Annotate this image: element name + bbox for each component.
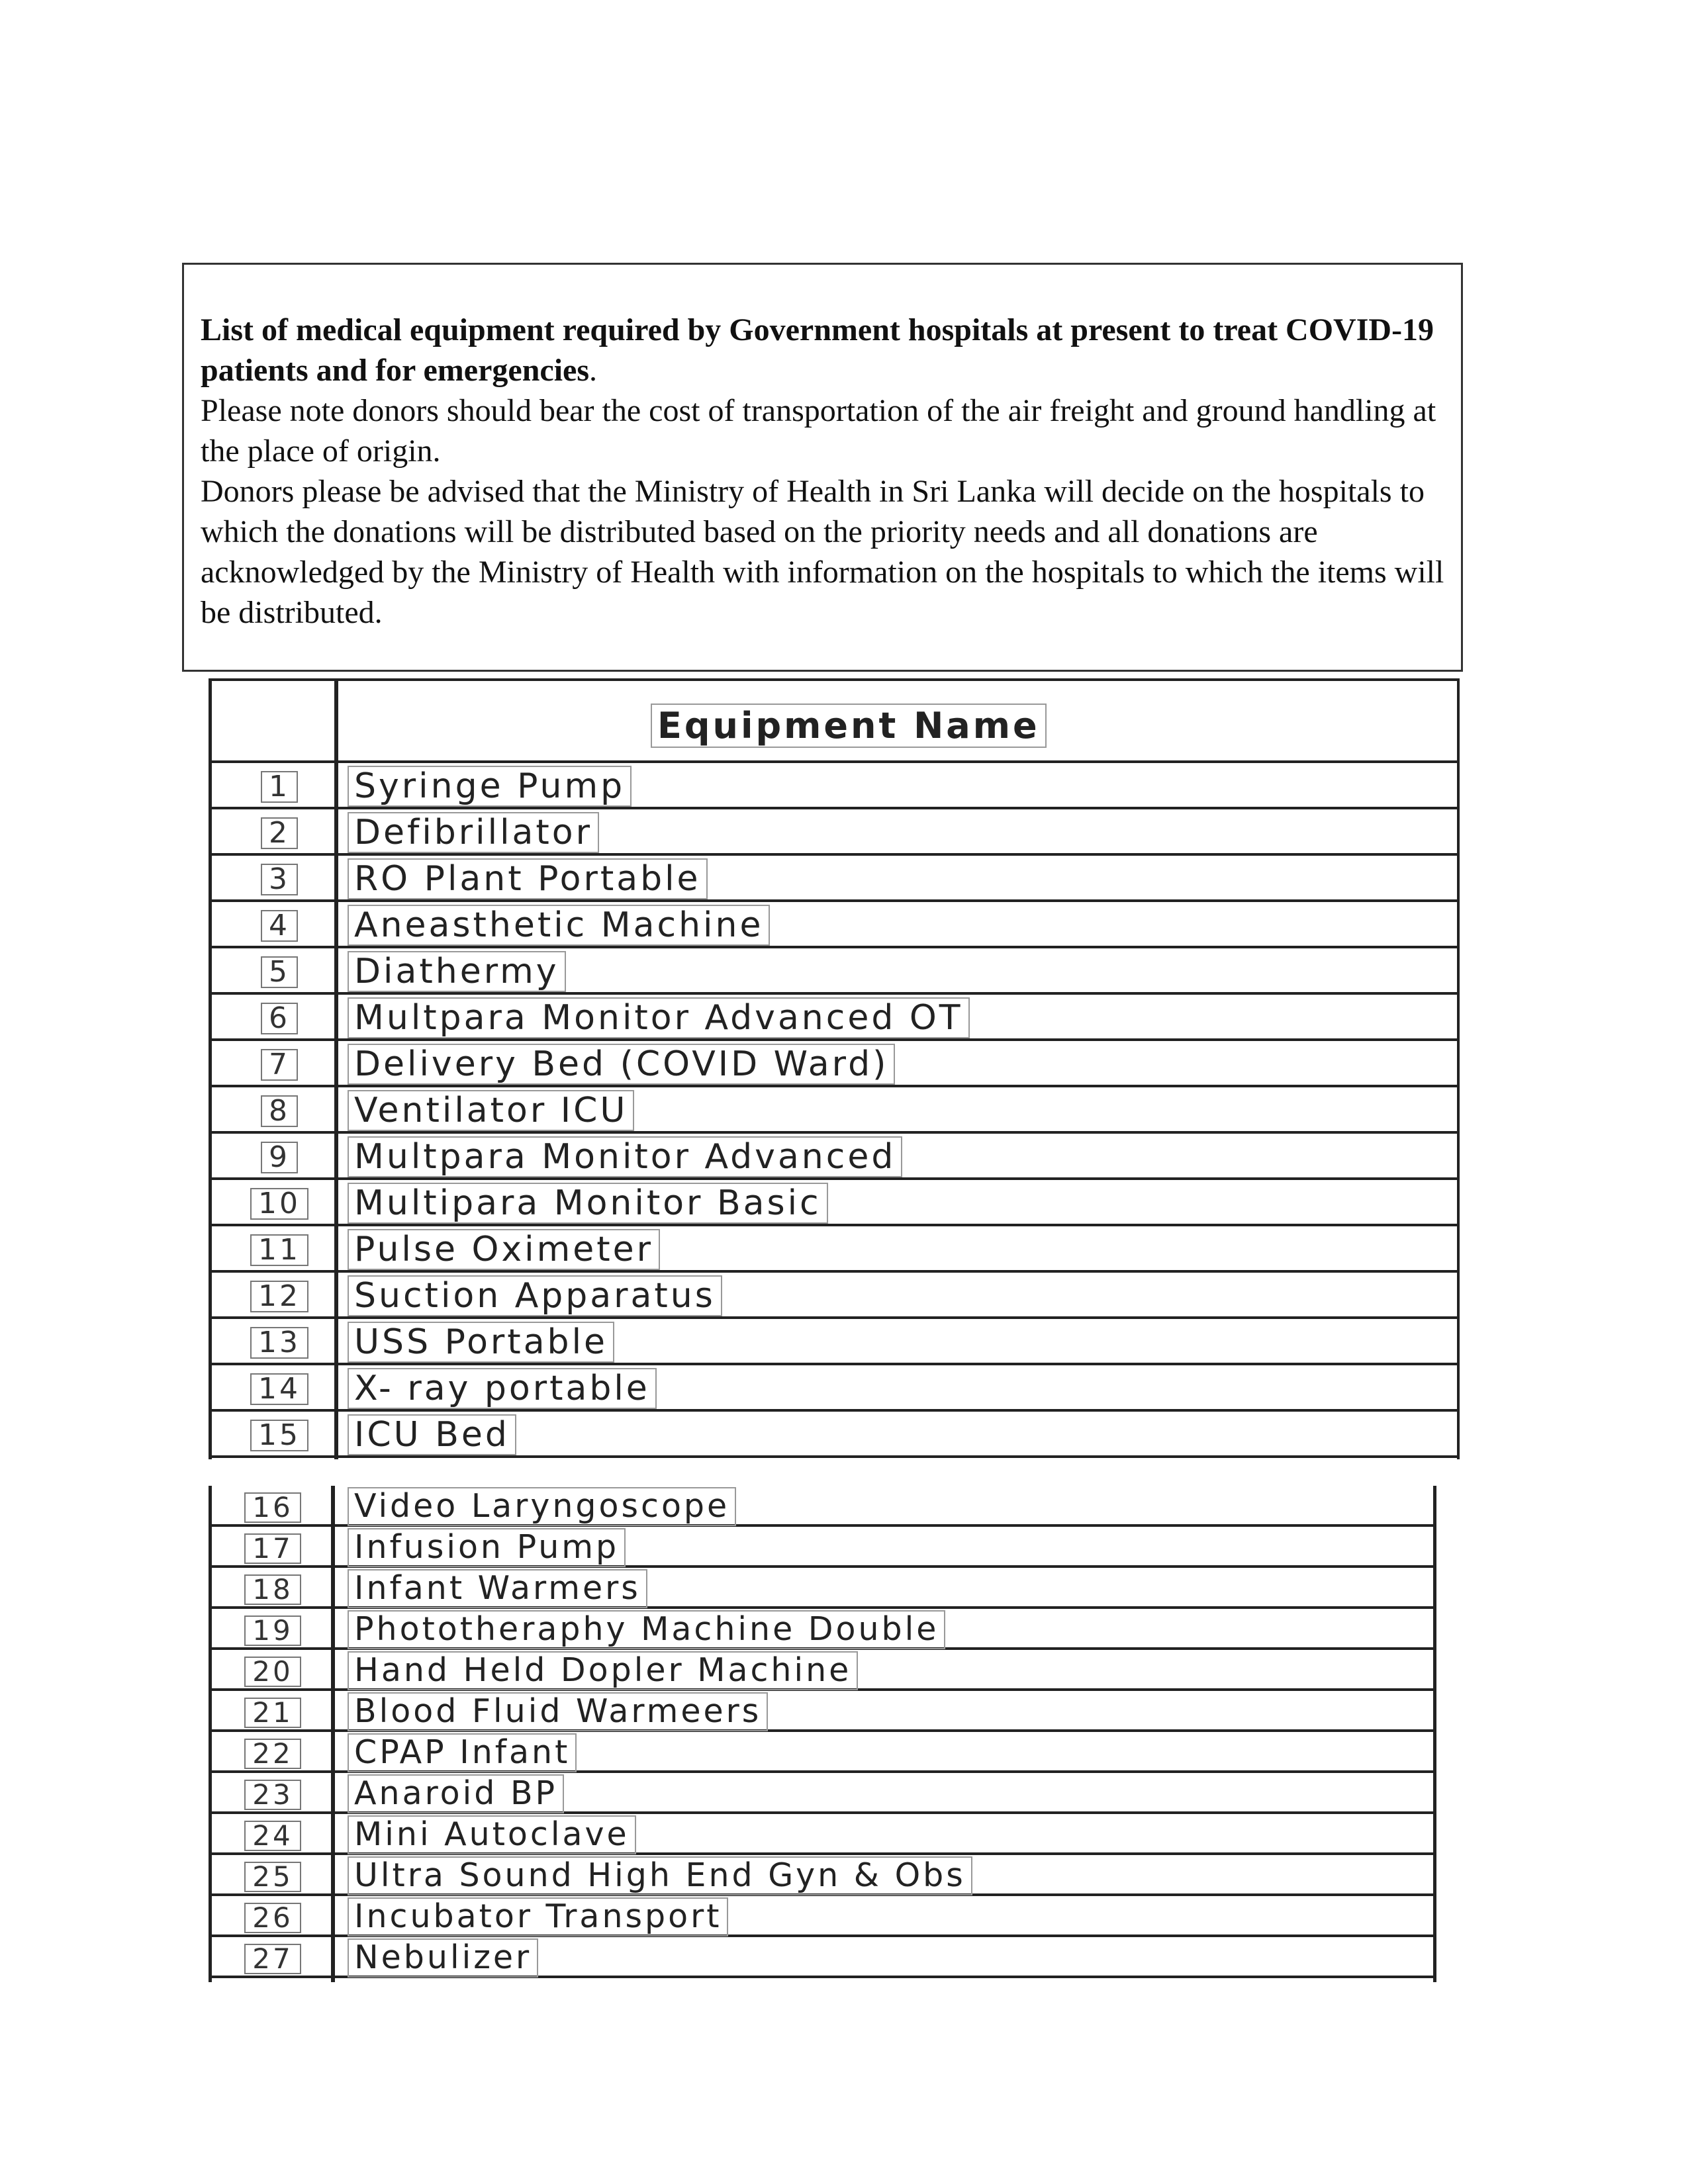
table-row: [209, 1568, 1436, 1609]
row-number-value: 5: [261, 956, 298, 988]
row-number: [250, 1187, 309, 1220]
row-number: [250, 955, 309, 989]
equipment-name: RO Plant Portable: [348, 858, 708, 899]
row-number: [250, 1140, 309, 1174]
equipment-table-part-1: [209, 678, 1460, 1459]
equipment-name: Phototheraphy Machine Double: [348, 1610, 945, 1649]
row-number: [250, 1279, 309, 1313]
row-number-value: 22: [244, 1739, 301, 1769]
notice-heading: List of medical equipment required by Government hospitals at present to treat COVID-19 patients and for emergencies: [201, 312, 1434, 388]
row-number: [250, 1094, 309, 1128]
table-right-border: [1457, 678, 1460, 1459]
notice-paragraph-2: Donors please be advised that the Ministry of Health in Sri Lanka will decide on the hospitals to which the donations will be distributed based on the priority needs and all donations are acknowledged by the Ministry of Health with information on the hospitals to which the items will be distributed.: [201, 474, 1444, 630]
row-number: [250, 1233, 309, 1267]
table-row: [209, 1486, 1436, 1527]
row-number: [250, 1001, 309, 1035]
row-number-value: 11: [250, 1234, 308, 1266]
table-left-border: [209, 1486, 212, 1982]
table-row: [209, 1691, 1436, 1732]
table-header-row: [209, 678, 1460, 763]
table-row: [209, 1412, 1460, 1458]
equipment-name: Diathermy: [348, 951, 566, 992]
table-row: [209, 948, 1460, 995]
table-row: [209, 809, 1460, 856]
table-row: [209, 856, 1460, 902]
row-number-value: 6: [261, 1003, 298, 1034]
equipment-name: Multpara Monitor Advanced: [348, 1136, 902, 1177]
equipment-name: USS Portable: [348, 1322, 614, 1363]
equipment-name: Mini Autoclave: [348, 1815, 636, 1854]
equipment-name: Blood Fluid Warmeers: [348, 1692, 768, 1731]
equipment-name: Multpara Monitor Advanced OT: [348, 997, 970, 1038]
equipment-name: X- ray portable: [348, 1368, 657, 1409]
row-number-value: 24: [244, 1821, 301, 1851]
equipment-name: Delivery Bed (COVID Ward): [348, 1044, 895, 1085]
equipment-name: Anaroid BP: [348, 1774, 564, 1813]
row-number-value: 13: [250, 1327, 308, 1359]
table-column-divider: [331, 1486, 335, 1982]
row-number: [250, 816, 309, 850]
row-number: [243, 1901, 303, 1934]
row-number-value: 15: [250, 1420, 308, 1451]
notice-heading-end: .: [589, 353, 598, 388]
row-number-value: 2: [261, 817, 298, 849]
table-row: [209, 1087, 1460, 1134]
row-number-value: 18: [244, 1574, 301, 1605]
equipment-name: Hand Held Dopler Machine: [348, 1651, 858, 1690]
table-row: [209, 1365, 1460, 1412]
row-number-value: 14: [250, 1373, 308, 1405]
table-row: [209, 1732, 1436, 1773]
row-number-value: 23: [244, 1780, 301, 1810]
row-number: [243, 1819, 303, 1852]
row-number: [243, 1942, 303, 1975]
equipment-name: Aneasthetic Machine: [348, 905, 770, 946]
row-number-value: 12: [250, 1281, 308, 1312]
table-row: [209, 1134, 1460, 1180]
equipment-name: Multipara Monitor Basic: [348, 1183, 828, 1224]
row-number: [243, 1737, 303, 1770]
row-number: [250, 909, 309, 942]
notice-paragraph-1: Please note donors should bear the cost of transportation of the air freight and ground handling at the place of origin.: [201, 393, 1436, 469]
equipment-name-header: Equipment Name: [651, 704, 1047, 748]
row-number-value: 17: [244, 1533, 301, 1564]
equipment-name: Infant Warmers: [348, 1569, 647, 1608]
notice-box: [182, 263, 1463, 672]
table-row: [209, 1527, 1436, 1568]
equipment-name: Incubator Transport: [348, 1897, 728, 1936]
row-number-value: 21: [244, 1698, 301, 1728]
row-number: [243, 1614, 303, 1647]
row-number-value: 20: [244, 1657, 301, 1687]
row-number: [243, 1573, 303, 1606]
row-number-value: 8: [261, 1095, 298, 1127]
row-number-value: 26: [244, 1903, 301, 1933]
table-row: [209, 1896, 1436, 1937]
equipment-name: Ultra Sound High End Gyn & Obs: [348, 1856, 972, 1895]
table-row: [209, 1937, 1436, 1978]
row-number-value: 7: [261, 1049, 298, 1081]
row-number: [250, 1048, 309, 1081]
equipment-name: CPAP Infant: [348, 1733, 577, 1772]
row-number-value: 4: [261, 910, 298, 942]
table-row: [209, 1319, 1460, 1365]
row-number: [243, 1491, 303, 1524]
row-number: [243, 1778, 303, 1811]
equipment-name: Infusion Pump: [348, 1528, 626, 1567]
equipment-name: ICU Bed: [348, 1414, 516, 1455]
table-left-border: [209, 678, 212, 1459]
row-number: [250, 1418, 309, 1452]
equipment-name: Pulse Oximeter: [348, 1229, 660, 1270]
row-number: [243, 1655, 303, 1688]
table-row: [209, 1650, 1436, 1691]
table-right-border: [1433, 1486, 1436, 1982]
equipment-name: Video Laryngoscope: [348, 1487, 736, 1526]
table-row: [209, 1273, 1460, 1319]
row-number: [243, 1860, 303, 1893]
table-row: [209, 1609, 1436, 1650]
equipment-name: Defibrillator: [348, 812, 599, 853]
row-number: [250, 862, 309, 896]
equipment-name: Ventilator ICU: [348, 1090, 634, 1131]
row-number-value: 27: [244, 1944, 301, 1974]
equipment-name: Suction Apparatus: [348, 1275, 722, 1316]
row-number: [250, 770, 309, 803]
table-row: [209, 763, 1460, 809]
row-number-value: 9: [261, 1142, 298, 1173]
row-number: [250, 1372, 309, 1406]
table-row: [209, 1855, 1436, 1896]
table-row: [209, 1814, 1436, 1855]
table-row: [209, 1226, 1460, 1273]
row-number-value: 10: [250, 1188, 308, 1220]
row-number-value: 1: [261, 771, 298, 803]
notice-heading-line: [201, 310, 1448, 390]
table-row: [209, 902, 1460, 948]
row-number: [243, 1532, 303, 1565]
table-row: [209, 1180, 1460, 1226]
table-row: [209, 995, 1460, 1041]
row-number-value: 3: [261, 864, 298, 895]
table-row: [209, 1773, 1436, 1814]
row-number-value: 16: [244, 1492, 301, 1523]
equipment-name: Nebulizer: [348, 1938, 538, 1978]
row-number: [250, 1326, 309, 1359]
row-number-value: 19: [244, 1615, 301, 1646]
equipment-name: Syringe Pump: [348, 766, 632, 807]
table-row: [209, 1041, 1460, 1087]
table-column-divider: [334, 678, 338, 1459]
row-number-value: 25: [244, 1862, 301, 1892]
row-number: [243, 1696, 303, 1729]
equipment-table-part-2: [209, 1486, 1436, 1982]
